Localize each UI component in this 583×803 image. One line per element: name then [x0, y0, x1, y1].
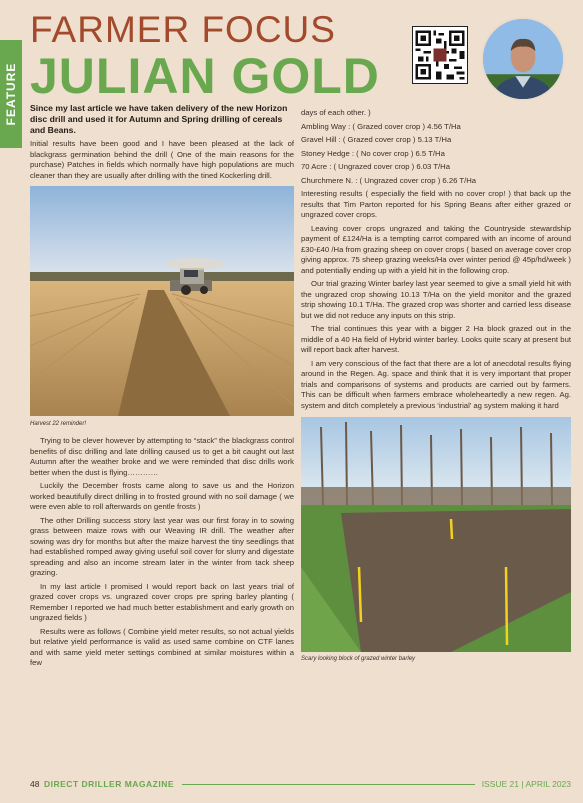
page-footer	[30, 776, 571, 792]
result-row: 70 Acre : ( Ungrazed cover crop ) 6.03 T/Ha	[301, 162, 450, 171]
left-column	[30, 103, 294, 672]
section-kicker: FARMER FOCUS	[30, 9, 336, 50]
page-number: 48	[30, 779, 40, 789]
magazine-name: DIRECT DRILLER MAGAZINE	[44, 779, 175, 789]
body-paragraph: Trying to be clever however by attempting to “stack” the blackgrass control benefits of disc drilling and late drilling caused us to get a bit caught out last Autumn after the weather broke and we were reminded that disc drills work better when the dust is flying…………	[30, 436, 294, 477]
result-row: Stoney Hedge : ( No cover crop ) 6.5 T/Ha	[301, 148, 445, 158]
body-paragraph: I am very conscious of the fact that there are a lot of anecdotal results flying around in the Regen. Ag. space and think that it is very important that proper trials and comparisons of systems and products are carried out by farmers. This can be difficult when farmers embrace wholeheartedly a new regen. Ag. system and ditch completely a previous ‘industrial’ ag system making it hard	[301, 358, 571, 410]
body-paragraph: Luckily the December frosts came along to save us and the Horizon worked beautifully direct drilling in to frosted ground with no soil damage ( we were even able to roll afterwards on gentle frosts )	[30, 481, 294, 511]
feature-tab	[0, 40, 22, 148]
result-row: Ambling Way : ( Grazed cover crop ) 4.56 T/Ha	[301, 121, 461, 131]
body-paragraph: In my last article I promised I would report back on last years trial of grazed cover crops vs. ungrazed cover crops pre spring barley planting ( Remember I reported we had much better establishment and early growth on ungrazed fields )	[30, 581, 294, 622]
body-paragraph: Leaving cover crops ungrazed and taking the Countryside stewardship payment of £124/Ha is a tempting carrot compared with an income of around £30-£40 /Ha from grazing sheep on cover crops ( based on average cover crop giving approx. 75 sheep grazing weeks/Ha over winter period @ 45p/hd/week ) and potentially ending up with a yield hit in the following crop.	[301, 223, 571, 275]
body-paragraph: Interesting results ( especially the field with no cover crop! ) that back up the results that Tim Parton reported for his Spring Beans after either grazed or ungrazed cover crops.	[301, 189, 571, 219]
feature-label: FEATURE	[4, 62, 18, 126]
harvest-photo	[30, 186, 294, 416]
issue-date: ISSUE 21 | APRIL 2023	[481, 779, 571, 789]
body-paragraph: days of each other. )	[301, 108, 371, 117]
body-paragraph: The other Drilling success story last year was our first foray in to sowing grass between maize rows with our Weaving IR drill. The weather after sowing was dry for months but after the maize harvest the tiny seedlings that had established romped away giving useful soil cover for slurry and digestate spreading and also an income stream later in the winter from tack sheep grazing.	[30, 515, 294, 577]
body-paragraph: Results were as follows ( Combine yield meter results, so not actual yields but relative yield performance is valid as used same combine on CTF lanes and with same yield meter settings combined at similar moistures within a few	[30, 626, 294, 667]
photo-caption: Scary looking block of grazed winter barley	[301, 656, 416, 662]
body-paragraph: Initial results have been good and I have been pleased at the lack of blackgrass germination behind the drill ( One of the main reasons for the purchase) Patches in fields which normally have high populations are much cleaner than they are usually after drilling with the tined Kockerling drill.	[30, 139, 294, 180]
photo-caption: Harvest 22 reminder!	[30, 421, 87, 427]
body-paragraph: The trial continues this year with a bigger 2 Ha block grazed out in the middle of a 40 Ha field of Hybrid winter barley. Looks quite scary at present but will report back after harvest.	[301, 324, 571, 354]
grazed-barley-photo	[301, 417, 571, 652]
intro-paragraph: Since my last article we have taken delivery of the new Horizon disc drill and used it for Autumn and Spring drilling of cereals and Beans.	[30, 103, 288, 135]
result-row: Churchmere N. : ( Ungrazed cover crop ) 6.26 T/Ha	[301, 175, 477, 185]
author-portrait	[481, 17, 565, 101]
result-row: Gravel Hill : ( Grazed cover crop ) 5.13 T/Ha	[301, 135, 452, 144]
qr-code-icon[interactable]	[412, 26, 468, 84]
author-name: JULIAN GOLD	[30, 48, 380, 104]
footer-divider	[182, 784, 475, 785]
right-column	[301, 108, 571, 671]
body-paragraph: Our trial grazing Winter barley last year seemed to give a small yield hit with the ungrazed crop showing 10.13 T/Ha on the yield monitor and the grazed strip showing 10.1 T/Ha. The grazed crop was shorter and carried less disease but we did not reduce any inputs on this strip.	[301, 279, 571, 320]
article-header	[30, 10, 405, 102]
